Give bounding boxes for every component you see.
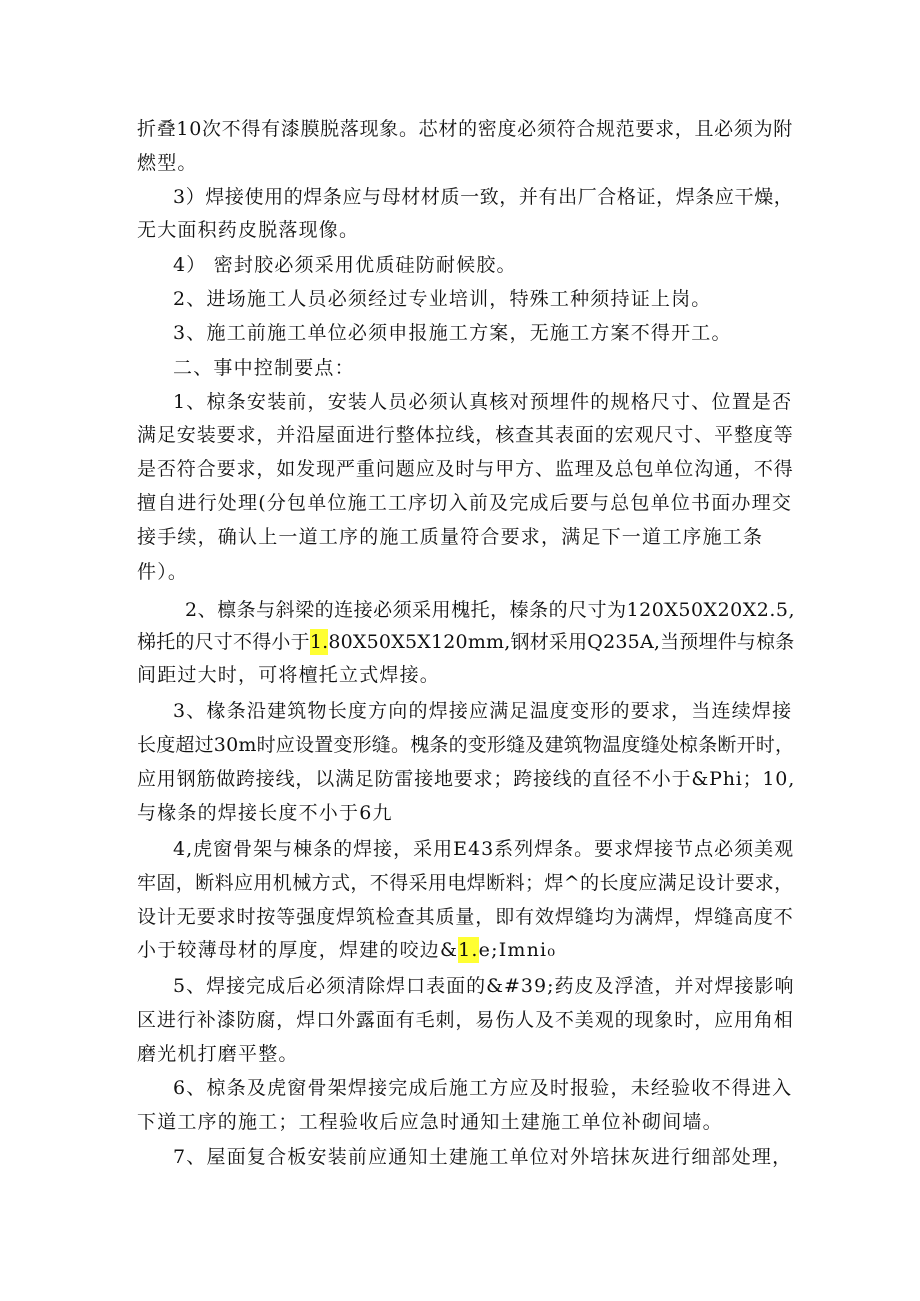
text-line: 区进行补漆防腐，焊口外露面有毛刺，易伤人及不美观的现象时，应用角相 — [137, 1009, 794, 1031]
text-line: 无大面积药皮脱落现像。 — [137, 219, 360, 241]
section-heading: 二、事中控制要点： — [173, 357, 355, 379]
text-segment: 小于较薄母材的厚度，焊建的咬边& — [137, 939, 459, 961]
text-line: 5、焊接完成后必须清除焊口表面的&#39;药皮及浮渣，并对焊接影响 — [173, 975, 795, 997]
highlighted-text: 1. — [309, 631, 329, 653]
text-line: 燃型。 — [137, 152, 198, 174]
text-segment: e;Imni₀ — [478, 939, 557, 961]
text-line: 6、椋条及虎窗骨架焊接完成后施工方应及时报验，未经验收不得进入 — [173, 1077, 793, 1099]
text-line: 下道工序的施工；工程验收后应急时通知土建施工单位补砌间墙。 — [137, 1111, 723, 1133]
text-line: 间距过大时，可将檀托立式焊接。 — [137, 664, 441, 686]
text-line: 件）。 — [137, 561, 189, 583]
text-segment: 梯托的尺寸不得小于 — [137, 631, 310, 653]
text-line: 3、施工前施工单位必须申报施工方案，无施工方案不得开工。 — [173, 322, 732, 344]
text-line: 满足安装要求，并沿屋面进行整体拉线，核查其表面的宏观尺寸、平整度等 — [137, 424, 794, 446]
highlighted-text: 1. — [458, 939, 479, 961]
text-line: 4,虎窗骨架与棟条的焊接，采用E43系列焊条。要求焊接节点必须美观 — [173, 838, 795, 860]
text-line: 折叠10次不得有漆膜脱落现象。芯材的密度必须符合规范要求，且必须为附 — [137, 118, 793, 140]
text-line: 2、檩条与斜梁的连接必须采用槐托，榛条的尺寸为120X50X20X2.5, — [185, 599, 796, 621]
text-line: 2、进场施工人员必须经过专业培训，特殊工种须持证上岗。 — [173, 288, 712, 310]
text-line: 7、屋面复合板安装前应通知土建施工单位对外培抹灰进行细部处理， — [173, 1146, 793, 1168]
text-segment: 80X50X5X120mm,钢材采用Q235A,当预埋件与椋条 — [328, 631, 795, 653]
text-line: 3、椽条沿建筑物长度方向的焊接应满足温度变形的要求，当连续焊接 — [173, 700, 793, 722]
text-line: 牢固，断料应用机械方式，不得采用电焊断料；焊^的长度应满足设计要求， — [137, 872, 794, 894]
text-line: 与椽条的焊接长度不小于6九 — [137, 802, 393, 824]
text-line: 接手续，确认上一道工序的施工质量符合要求，满足下一道工序施工条 — [137, 526, 764, 548]
text-line: 磨光机打磨平整。 — [137, 1043, 299, 1065]
text-line: 是否符合要求，如发现严重问题应及时与甲方、监理及总包单位沟通，不得 — [137, 458, 794, 480]
text-line: 3）焊接使用的焊条应与母材材质一致，并有出厂合格证，焊条应干燥， — [173, 186, 794, 208]
text-line: 擅自进行处理(分包单位施工工序切入前及完成后要与总包单位书面办理交 — [137, 492, 793, 514]
text-line — [137, 938, 556, 962]
text-line: 设计无要求时按等强度焊筑检查其质量，即有效焊缝均为满焊，焊缝高度不 — [137, 906, 794, 928]
text-line: 长度超过30m时应设置变形缝。槐条的变形缝及建筑物温度缝处椋条断开时， — [137, 734, 795, 756]
text-line: 1、椋条安装前，安装人员必须认真核对预埋件的规格尺寸、位置是否 — [173, 391, 793, 413]
text-line — [137, 630, 795, 654]
text-line: 4） 密封胶必须采用优质硅防耐候胶。 — [173, 254, 517, 276]
text-line: 应用钢筋做跨接线，以满足防雷接地要求；跨接线的直径不小于&Phi；10, — [137, 768, 796, 790]
